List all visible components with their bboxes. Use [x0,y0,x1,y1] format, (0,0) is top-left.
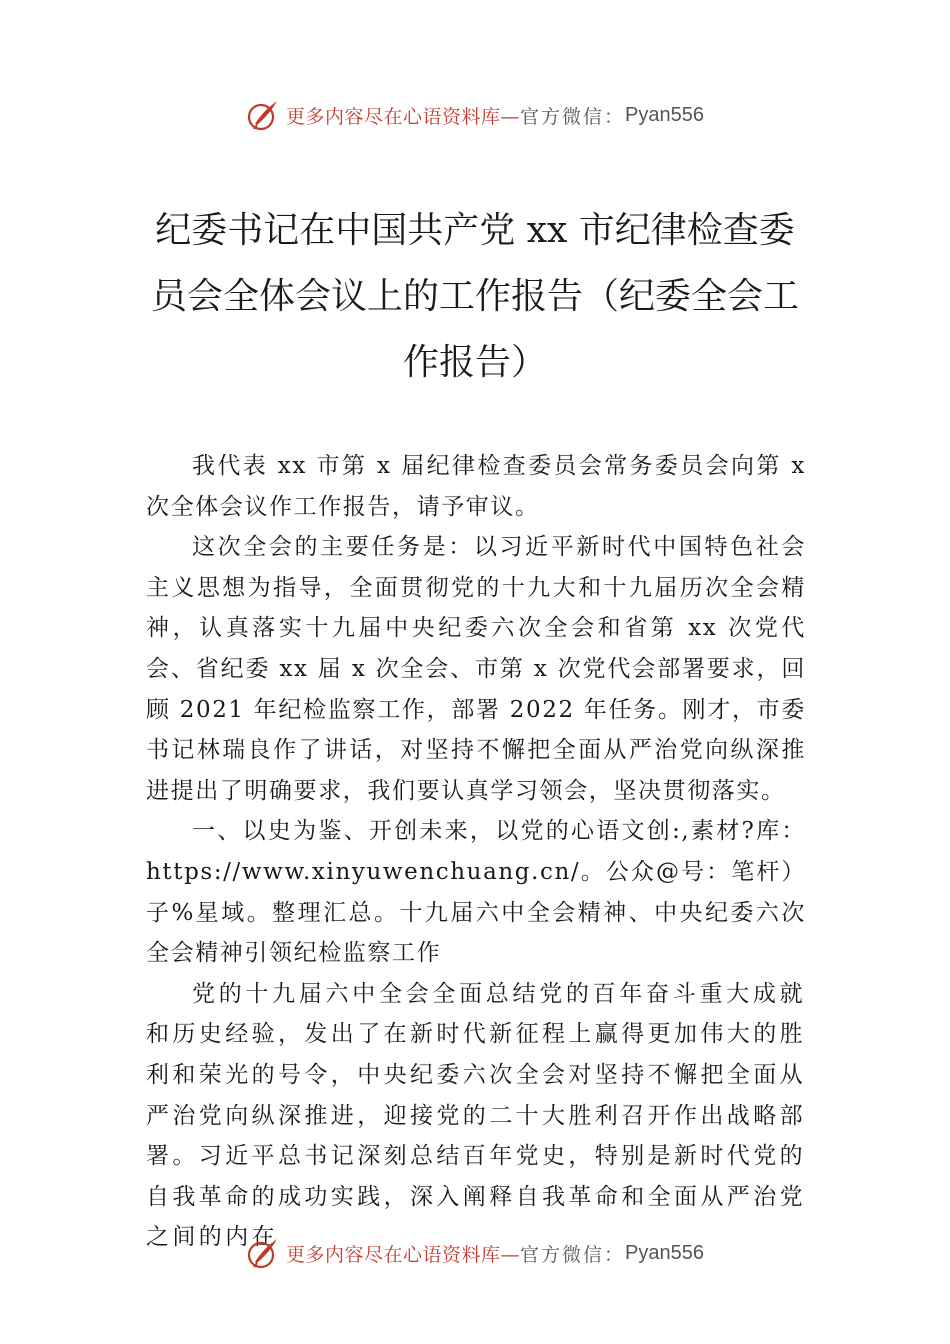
watermark-footer [0,1233,950,1273]
paragraph-2: 这次全会的主要任务是：以习近平新时代中国特色社会主义思想为指导，全面贯彻党的十九大和十九届历次全会精神，认真落实十九届中央纪委六次全会和省第 xx 次党代会、省纪委 xx 届 x 次全会、市第 x 次党代会部署要求，回顾 2021 年纪检监察工作，部署 2022 年任务。刚才，市委书记林瑞良作了讲话，对坚持不懈把全面从严治党向纵深推进提出了明确要求，我们要认真学习领会，坚决贯彻落实。 [146,534,806,804]
quill-logo-icon [246,1236,280,1270]
document-title: 纪委书记在中国共产党 xx 市纪律检查委员会全体会议上的工作报告（纪委全会工作报告） [150,210,799,383]
watermark-wechat-label: 官方微信： [520,1243,626,1266]
watermark-text: 更多内容尽在心语资料库— [286,1243,521,1266]
paragraph-1: 我代表 xx 市第 x 届纪律检查委员会常务委员会向第 x 次全体会议作工作报告，请予审议。 [146,453,806,520]
paragraph-4: 党的十九届六中全会全面总结党的百年奋斗重大成就和历史经验，发出了在新时代新征程上赢得更加伟大的胜利和荣光的号令，中央纪委六次全会对坚持不懈把全面从严治党向纵深推进，迎接党的二十大胜利召开作出战略部署。习近平总书记深刻总结百年党史，特别是新时代党的自我革命的成功实践，深入阐释自我革命和全面从严治党之间的内在 [146,980,806,1251]
quill-logo-icon [246,98,280,132]
watermark-text: 更多内容尽在心语资料库— [286,105,521,128]
watermark-wechat-id: Pyan556 [625,1241,704,1264]
document-body [146,446,806,1258]
watermark-wechat-label: 官方微信： [520,105,626,128]
watermark-header [0,95,950,135]
watermark-wechat-id: Pyan556 [625,103,704,126]
paragraph-3: 一、以史为鉴、开创未来，以党的心语文创:,素材?库：https://www.xinyuwenchuang.cn/。公众@号：笔杆）子%星域。整理汇总。十九届六中全会精神、中央纪委六次全会精神引领纪检监察工作 [146,818,806,967]
